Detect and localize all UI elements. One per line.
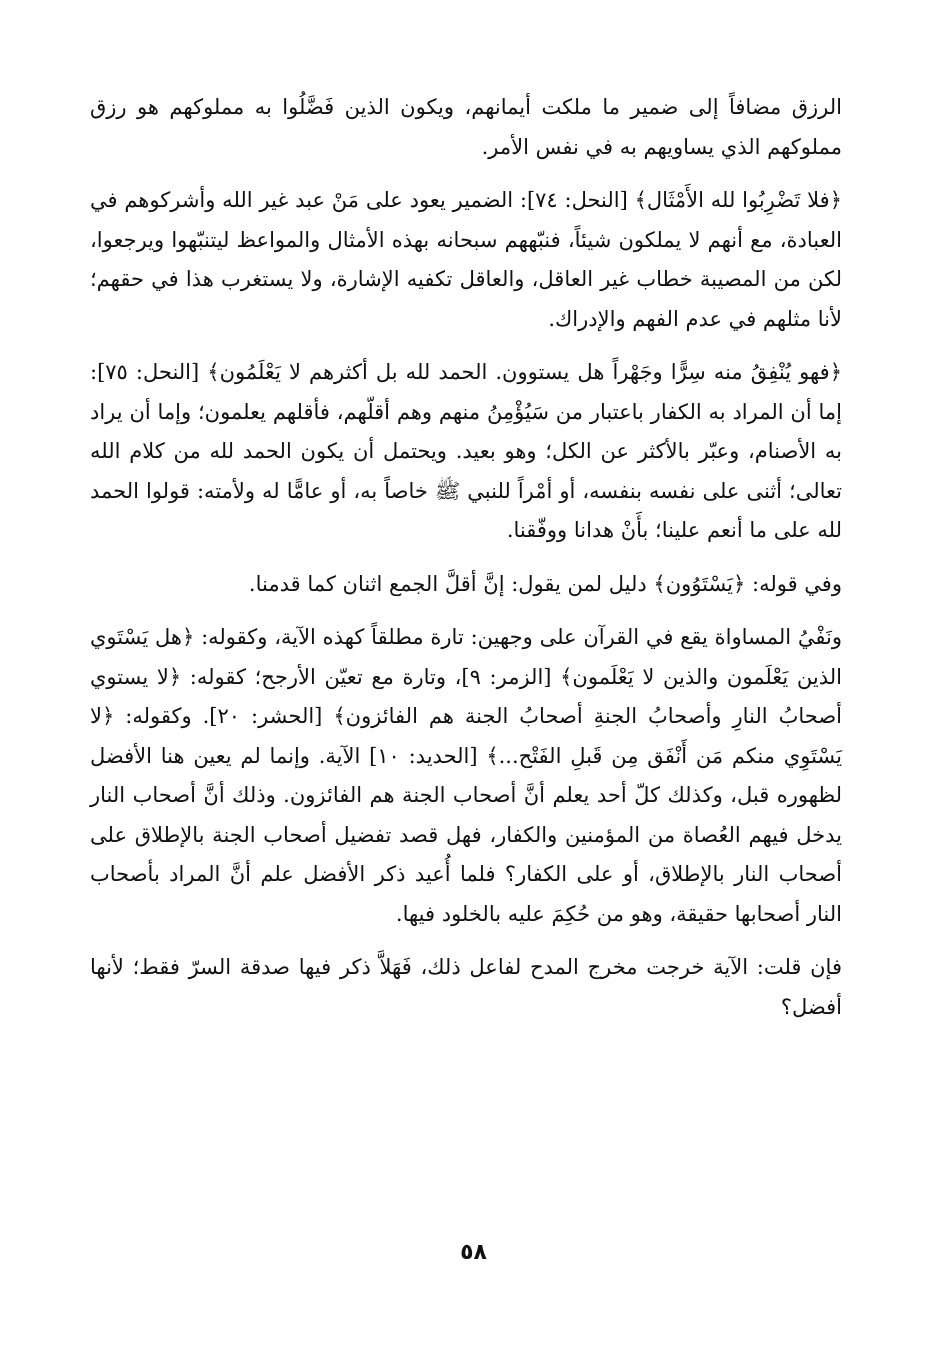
paragraph-2: ﴿فلا تَضْرِبُوا لله الأَمْثَال﴾ [النحل: ٧٤]: الضمير يعود على مَنْ عبد غير الله وأشركوهم في العبادة، مع أنهم لا يملكون شيئاً، فنبّههم سبحانه بهذه الأمثال والمواعظ ليتنبّهوا ويرجعوا، لكن من المصيبة خطاب غير العاقل، والعاقل تكفيه الإشارة، ولا يستغرب هذا في حقهم؛ لأنا مثلهم في عدم الفهم والإدراك.: [90, 188, 842, 331]
paragraph-6: فإن قلت: الآية خرجت مخرج المدح لفاعل ذلك، فَهَلاَّ ذكر فيها صدقة السرّ فقط؛ لأنها أفضل؟: [90, 955, 842, 1019]
page-number: ٥٨: [460, 1240, 487, 1265]
body-text: [90, 88, 842, 1041]
paragraph-1: الرزق مضافاً إلى ضمير ما ملكت أيمانهم، ويكون الذين فَضَّلُوا به مملوكهم هو رزق مملوكهم الذي يساويهم به في نفس الأمر.: [90, 95, 842, 159]
paragraph-4: وفي قوله: ﴿يَسْتَوُون﴾ دليل لمن يقول: إنَّ أقلَّ الجمع اثنان كما قدمنا.: [248, 571, 842, 596]
paragraph-3: ﴿فهو يُنْفِقُ منه سِرًّا وجَهْراً هل يستوون. الحمد لله بل أكثرهم لا يَعْلَمُون﴾ [النحل: ٧٥]: إما أن المراد به الكفار باعتبار من سَيُؤْمِنُ منهم وهم أقلّهم، فأقلهم يعلمون؛ وإما أن يراد به الأصنام، وعبّر بالأكثر عن الكل؛ وهو بعيد. ويحتمل أن يكون الحمد لله من كلام الله تعالى؛ أثنى على نفسه بنفسه، أو أمْراً للنبي ﷺ خاصاً به، أو عامًّا له ولأمته: قولوا الحمد لله على ما أنعم علينا؛ بأَنْ هدانا ووفّقنا.: [90, 360, 842, 542]
paragraph-5: ونَفْيُ المساواة يقع في القرآن على وجهين: تارة مطلقاً كهذه الآية، وكقوله: ﴿هل يَسْتَوي الذين يَعْلَمون والذين لا يَعْلَمون﴾ [الزمر: ٩]، وتارة مع تعيّن الأرجح؛ كقوله: ﴿لا يستوي أصحابُ النارِ وأصحابُ الجنةِ أصحابُ الجنة هم الفائزون﴾ [الحشر: ٢٠]. وكقوله: ﴿لا يَسْتَوِي منكم مَن أَنْفَق مِن قَبلِ الفَتْح...﴾ [الحديد: ١٠] الآية. وإنما لم يعين هنا الأفضل لظهوره قبل، وكذلك كلّ أحد يعلم أنَّ أصحاب الجنة هم الفائزون. وذلك أنَّ أصحاب النار يدخل فيهم العُصاة من المؤمنين والكفار، فهل قصد تفضيل أصحاب الجنة بالإطلاق على أصحاب النار بالإطلاق، أو على الكفار؟ فلما أُعيد ذكر الأفضل علم أنَّ المراد بأصحاب النار أصحابها حقيقة، وهو من حُكِمَ عليه بالخلود فيها.: [90, 625, 843, 926]
